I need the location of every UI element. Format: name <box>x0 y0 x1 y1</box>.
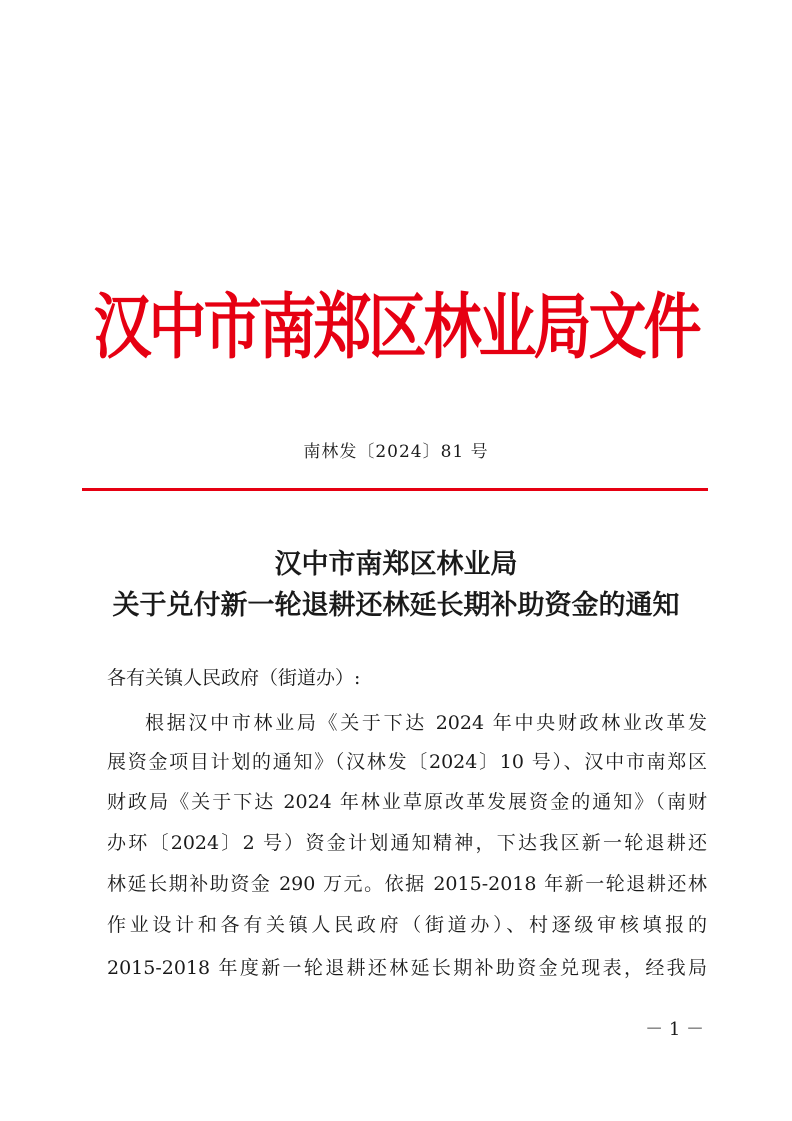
page-number: － 1 － <box>645 1019 704 1040</box>
body-text-line: 办环〔2024〕2 号）资金计划通知精神，下达我区新一轮退耕还 <box>107 832 707 854</box>
red-divider <box>82 488 708 491</box>
document-number: 南林发〔2024〕81 号 <box>303 442 489 462</box>
document-masthead: 汉中市南郑区林业局文件 <box>93 285 699 369</box>
body-text-line: 展资金项目计划的通知》（汉林发〔2024〕10 号）、汉中市南郑区 <box>107 751 707 773</box>
document-title-line-1: 汉中市南郑区林业局 <box>274 549 518 580</box>
body-text-line: 2015-2018 年度新一轮退耕还林延长期补助资金兑现表，经我局 <box>107 957 707 979</box>
document-title-line-2: 关于兑付新一轮退耕还林延长期补助资金的通知 <box>112 590 680 621</box>
body-text-line: 根据汉中市林业局《关于下达 2024 年中央财政林业改革发 <box>145 712 707 734</box>
body-text-line: 林延长期补助资金 290 万元。依据 2015-2018 年新一轮退耕还林 <box>107 873 707 895</box>
body-text-line: 作业设计和各有关镇人民政府（街道办）、村逐级审核填报的 <box>107 914 707 936</box>
salutation: 各有关镇人民政府（街道办）: <box>107 667 361 689</box>
body-text-line: 财政局《关于下达 2024 年林业草原改革发展资金的通知》（南财 <box>107 791 707 813</box>
